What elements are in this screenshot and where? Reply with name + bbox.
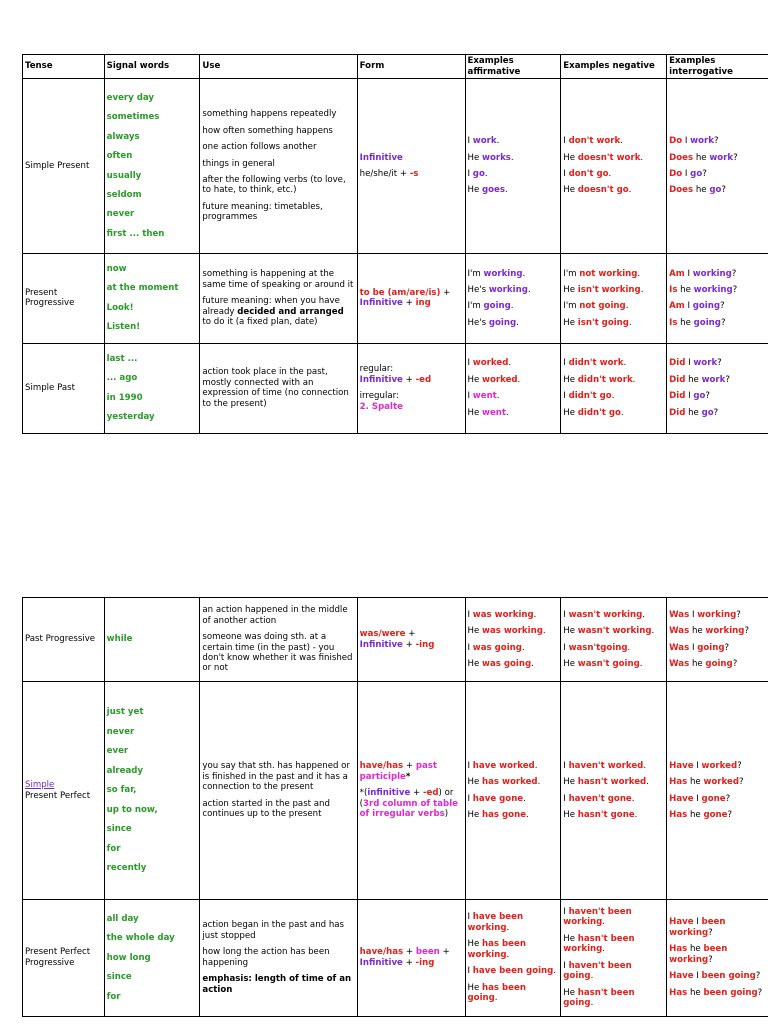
neg-cell: I haven't been working. He hasn't been working. I haven't been going. He hasn't been going.	[561, 900, 667, 1017]
tense-simple-past: Simple Past	[23, 343, 105, 433]
tense-past-progressive: Past Progressive	[23, 598, 105, 682]
header-use: Use	[200, 55, 357, 79]
header-aff: Examples affirmative	[465, 55, 561, 79]
form-cell: have/has + past participle* *(infinitive + -ed) or (3rd column of table of irregular verbs)	[357, 682, 465, 900]
int-cell: Am I working? Is he working? Am I going? Is he going?	[667, 254, 768, 344]
int-cell: Was I working? Was he working? Was I going? Was he going?	[667, 598, 768, 682]
tense-present-perfect-progressive: Present Perfect Progressive	[23, 900, 105, 1017]
tense-table-1	[22, 54, 768, 434]
neg-cell: I wasn't working. He wasn't working. I wasn'tgoing. He wasn't going.	[561, 598, 667, 682]
tense-present-progressive: Present Progressive	[23, 254, 105, 344]
row-present-progressive	[23, 254, 768, 344]
form-cell: have/has + been + Infinitive + -ing	[357, 900, 465, 1017]
tense-present-perfect: Simple Present Perfect	[23, 682, 105, 900]
signal-words: just yet never ever already so far, up to now, since for recently	[104, 682, 200, 900]
tense-simple-present: Simple Present	[23, 79, 105, 254]
aff-cell: I worked. He worked. I went. He went.	[465, 343, 561, 433]
neg-cell: I didn't work. He didn't work. I didn't go. He didn't go.	[561, 343, 667, 433]
aff-cell: I work. He works. I go. He goes.	[465, 79, 561, 254]
use-cell: you say that sth. has happened or is finished in the past and it has a connection to the present action started in the past and continues up to the present	[200, 682, 357, 900]
use-cell: action took place in the past, mostly connected with an expression of time (no connection to the present)	[200, 343, 357, 433]
row-present-perfect	[23, 682, 768, 900]
row-simple-present	[23, 79, 768, 254]
aff-cell: I was working. He was working. I was going. He was going.	[465, 598, 561, 682]
signal-words: while	[104, 598, 200, 682]
simple-link[interactable]: Simple	[25, 780, 55, 791]
int-cell: Have I worked? Has he worked? Have I gone? Has he gone?	[667, 682, 768, 900]
aff-cell: I'm working. He's working. I'm going. He's going.	[465, 254, 561, 344]
header-neg: Examples negative	[561, 55, 667, 79]
header-form: Form	[357, 55, 465, 79]
neg-cell: I don't work. He doesn't work. I don't go. He doesn't go.	[561, 79, 667, 254]
int-cell: Did I work? Did he work? Did I go? Did he go?	[667, 343, 768, 433]
signal-words: last ... ... ago in 1990 yesterday	[104, 343, 200, 433]
header-int: Examples interrogative	[667, 55, 768, 79]
tense-table-2	[22, 597, 768, 1017]
int-cell: Do I work? Does he work? Do I go? Does he go?	[667, 79, 768, 254]
int-cell: Have I been working? Has he been working? Have I been going? Has he been going?	[667, 900, 768, 1017]
header-signal: Signal words	[104, 55, 200, 79]
form-cell: Infinitive he/she/it + -s	[357, 79, 465, 254]
use-cell: something happens repeatedly how often something happens one action follows another things in general after the following verbs (to love, to hate, to think, etc.) future meaning: timetables, programmes	[200, 79, 357, 254]
signal-words: every day sometimes always often usually seldom never first ... then	[104, 79, 200, 254]
aff-cell: I have been working. He has been working. I have been going. He has been going.	[465, 900, 561, 1017]
form-cell: was/were + Infinitive + -ing	[357, 598, 465, 682]
row-simple-past	[23, 343, 768, 433]
neg-cell: I'm not working. He isn't working. I'm not going. He isn't going.	[561, 254, 667, 344]
neg-cell: I haven't worked. He hasn't worked. I haven't gone. He hasn't gone.	[561, 682, 667, 900]
signal-words: all day the whole day how long since for	[104, 900, 200, 1017]
form-cell: to be (am/are/is) + Infinitive + ing	[357, 254, 465, 344]
form-cell: regular: Infinitive + -ed irregular: 2. Spalte	[357, 343, 465, 433]
row-present-perfect-progressive	[23, 900, 768, 1017]
use-cell: something is happening at the same time of speaking or around it future meaning: when you have already decided and arranged to do it (a fixed plan, date)	[200, 254, 357, 344]
use-cell: action began in the past and has just stopped how long the action has been happening emphasis: length of time of an action	[200, 900, 357, 1017]
header-tense: Tense	[23, 55, 105, 79]
aff-cell: I have worked. He has worked. I have gone. He has gone.	[465, 682, 561, 900]
row-past-progressive	[23, 598, 768, 682]
use-cell: an action happened in the middle of another action someone was doing sth. at a certain time (in the past) - you don't know whether it was finished or not	[200, 598, 357, 682]
signal-words: now at the moment Look! Listen!	[104, 254, 200, 344]
